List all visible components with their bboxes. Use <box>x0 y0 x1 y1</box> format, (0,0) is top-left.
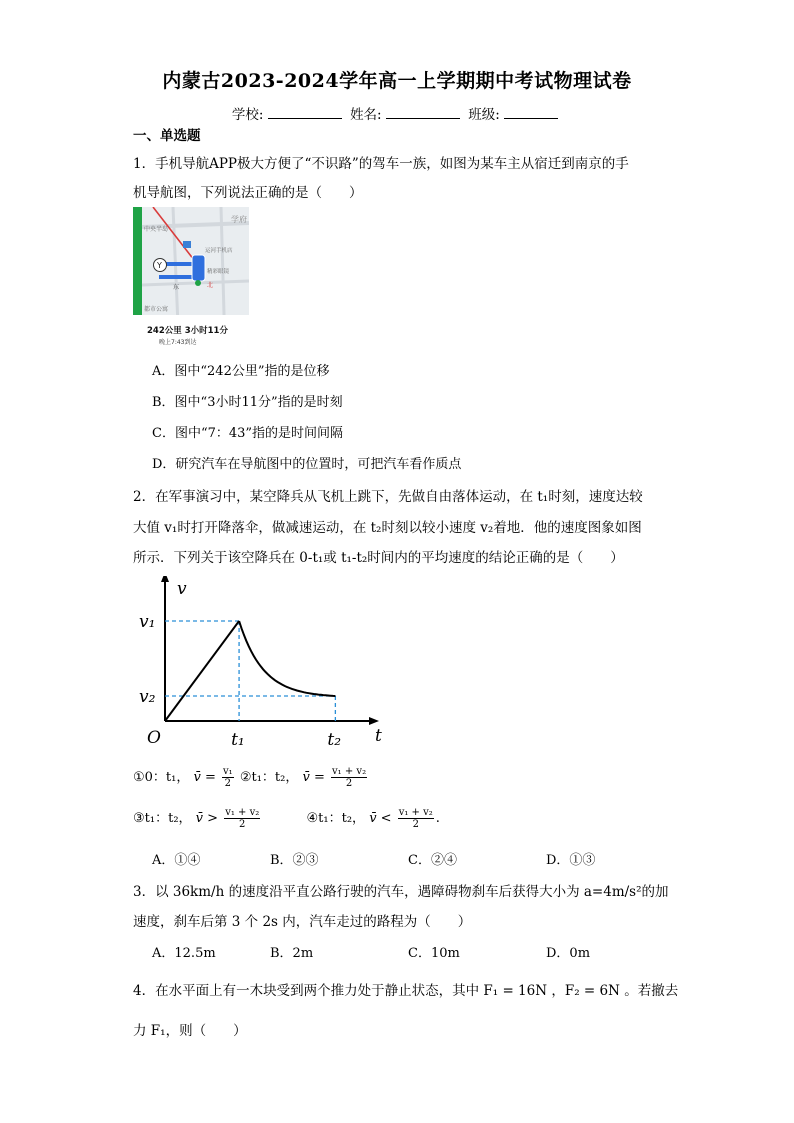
stmt2-num: v₁ + v₂ <box>332 766 367 777</box>
map-label-park: 都市公寓 <box>144 306 169 313</box>
velocity-time-chart <box>135 576 385 754</box>
q2-statements-row1 <box>133 766 369 789</box>
student-info-line <box>0 103 794 123</box>
deceleration-curve <box>239 621 335 696</box>
x-axis-label: t <box>375 726 382 746</box>
stmt1-den: 2 <box>224 778 232 789</box>
stmt4-prefix: ④t₁：t₂， <box>306 811 366 826</box>
q2-option-a[interactable]: A．①④ <box>152 853 201 868</box>
class-label: 班级: <box>468 107 500 123</box>
section-title: 一、单选题 <box>133 128 201 144</box>
map-label-poi1: 运河手机店 <box>205 248 233 254</box>
map-label-school: 学府 <box>231 215 247 224</box>
map-label-peninsula: 中央半岛 <box>144 226 169 233</box>
stmt4-vbar: v̄ < <box>369 811 392 826</box>
q1-option-b[interactable]: B．图中“3小时11分”指的是时刻 <box>152 395 343 410</box>
stmt3-den: 2 <box>239 819 246 830</box>
q2-option-c[interactable]: C．②④ <box>408 853 457 868</box>
stmt1-fraction <box>222 766 234 789</box>
free-fall-line <box>165 621 239 721</box>
q1-option-a[interactable]: A．图中“242公里”指的是位移 <box>152 364 330 379</box>
t2-tick-label: t₂ <box>327 730 342 750</box>
q2-statements-row2 <box>133 807 440 830</box>
class-field[interactable] <box>504 105 558 119</box>
stmt3-num: v₁ + v₂ <box>225 807 260 818</box>
q3-option-a[interactable]: A．12.5m <box>152 946 216 961</box>
stmt3-fraction <box>224 807 260 830</box>
q2-option-b[interactable]: B．②③ <box>270 853 319 868</box>
map-label-north: 北 <box>207 282 214 289</box>
q2-stem-line3: 所示．下列关于该空降兵在 0-t₁或 t₁-t₂时间内的平均速度的结论正确的是（ ） <box>133 550 624 566</box>
q3-option-b[interactable]: B．2m <box>270 946 314 961</box>
stmt4-fraction <box>398 807 434 830</box>
q4-stem-line2: 力 F₁，则（ ） <box>133 1023 247 1039</box>
map-arrival: 晚上7:43到达 <box>159 339 197 346</box>
q3-stem-line2: 速度，刹车后第 3 个 2s 内，汽车走过的路程为（ ） <box>133 914 472 930</box>
q2-stem-line1: 2．在军事演习中，某空降兵从飞机上跳下，先做自由落体运动，在 t₁时刻，速度达较 <box>133 489 643 505</box>
q3-option-d[interactable]: D．0m <box>546 946 591 961</box>
navigation-map-image <box>133 207 249 349</box>
car-marker-icon <box>192 255 205 281</box>
q4-stem-line1: 4．在水平面上有一木块受到两个推力处于静止状态，其中 F₁ = 16N ，F₂ = 6N 。若撤去 <box>133 983 679 999</box>
stmt1-num: v₁ <box>223 766 233 777</box>
x-axis-arrow <box>369 717 379 725</box>
stmt2-fraction <box>331 766 367 789</box>
stmt1-vbar: v̄ = <box>193 770 216 785</box>
q2-stem-line2: 大值 v₁时打开降落伞，做减速运动，在 t₂时刻以较小速度 v₂着地．他的速度图象如图 <box>133 520 642 536</box>
exam-title: 内蒙古2023-2024学年高一上学期期中考试物理试卷 <box>162 70 632 92</box>
q1-option-d[interactable]: D．研究汽车在导航图中的位置时，可把汽车看作质点 <box>152 457 462 472</box>
map-distance-time: 242公里 3小时11分 <box>147 326 228 336</box>
school-field[interactable] <box>268 105 342 119</box>
v1-tick-label: v₁ <box>139 612 156 632</box>
origin-label: O <box>147 728 161 748</box>
stmt4-den: 2 <box>412 819 419 830</box>
q1-option-c[interactable]: C．图中“7：43”指的是时间间隔 <box>152 426 344 441</box>
map-label-poi2: 精彩眼镜 <box>207 269 230 275</box>
stmt2-den: 2 <box>345 778 353 789</box>
y-axis-arrow <box>161 576 169 582</box>
school-label: 学校: <box>231 107 264 123</box>
t1-tick-label: t₁ <box>231 730 245 750</box>
q1-stem-line1: 1．手机导航APP极大方便了“不识路”的驾车一族，如图为某车主从宿迁到南京的手 <box>133 156 629 172</box>
y-axis-label: v <box>177 579 187 599</box>
stmt3-prefix: ③t₁：t₂， <box>133 811 192 826</box>
stmt2-vbar: v̄ = <box>302 770 325 785</box>
navigation-map-drawing <box>133 207 249 349</box>
name-field[interactable] <box>386 105 460 119</box>
q2-option-d[interactable]: D．①③ <box>546 853 596 868</box>
svg-text:Y: Y <box>157 261 162 270</box>
q1-stem-line2: 机导航图，下列说法正确的是（ ） <box>133 185 363 201</box>
stmt2-prefix: ②t₁：t₂， <box>239 770 299 785</box>
stmt3-vbar: v̄ > <box>195 811 219 826</box>
name-label: 姓名: <box>350 107 382 123</box>
stmt4-num: v₁ + v₂ <box>398 807 433 818</box>
v2-tick-label: v₂ <box>139 687 156 707</box>
stmt4-end: . <box>435 811 440 826</box>
q3-option-c[interactable]: C．10m <box>408 946 460 961</box>
map-label-east: 东 <box>173 284 180 291</box>
q3-stem-line1: 3．以 36km/h 的速度沿平直公路行驶的汽车，遇障碍物刹车后获得大小为 a=4m/s²的加 <box>133 884 669 900</box>
stmt1-prefix: ①0：t₁， <box>133 770 190 785</box>
